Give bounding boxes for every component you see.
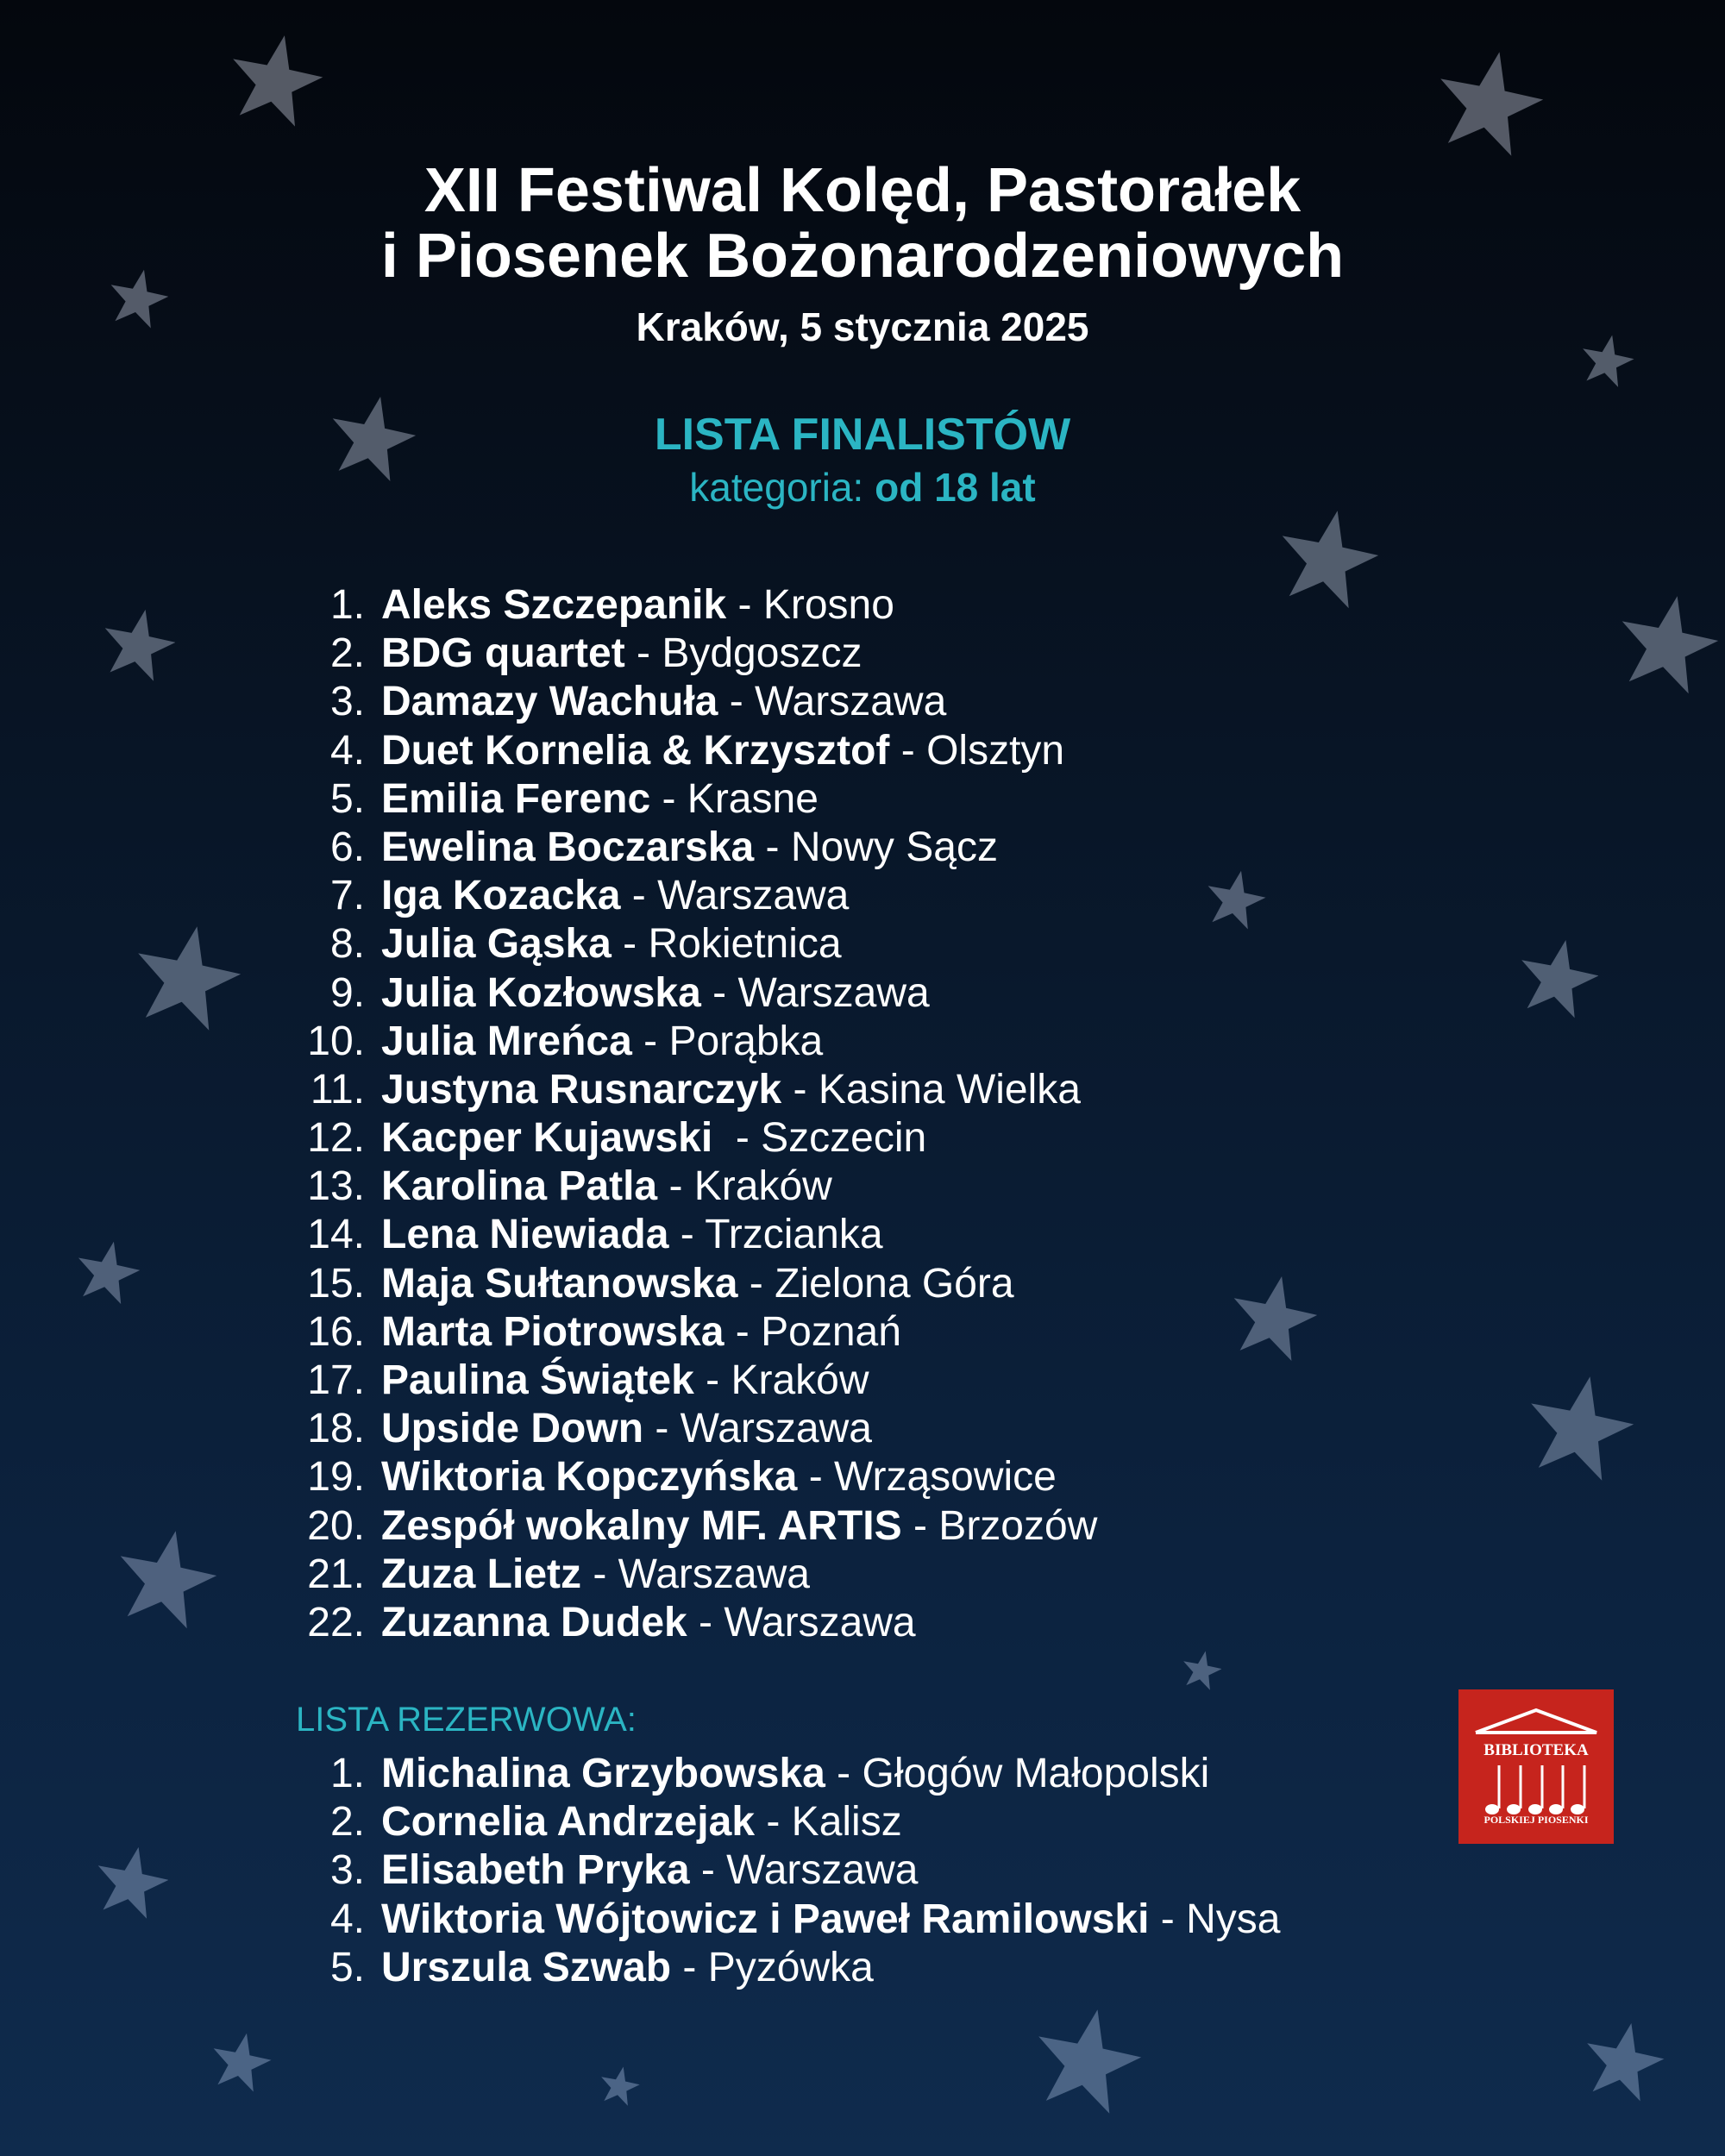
performer-name: Michalina Grzybowska <box>381 1751 825 1796</box>
item-text <box>381 1260 1014 1308</box>
performer-city: - Wrząsowice <box>797 1454 1057 1501</box>
item-text <box>381 1502 1097 1551</box>
star-icon <box>1032 2009 1142 2123</box>
list-item <box>0 1260 1725 1308</box>
performer-city: - Bydgoszcz <box>624 630 862 677</box>
finalists-list <box>0 581 1725 1647</box>
star-icon <box>1433 51 1544 166</box>
item-number: 20. <box>307 1502 365 1549</box>
item-text <box>381 1114 926 1163</box>
performer-city: - Kalisz <box>755 1799 902 1846</box>
performer-city: - Warszawa <box>643 1406 872 1452</box>
performer-name: Paulina Świątek <box>381 1357 694 1403</box>
performer-name: BDG quartet <box>381 630 625 677</box>
star-icon <box>1582 2022 1665 2109</box>
item-text <box>381 824 998 872</box>
item-number: 14. <box>307 1212 365 1258</box>
list-item <box>0 824 1725 872</box>
item-number: 2. <box>329 1799 365 1846</box>
list-item <box>0 1018 1725 1066</box>
item-number: 5. <box>329 775 365 822</box>
performer-name: Julia Kozłowska <box>381 969 701 1016</box>
performer-name: Wiktoria Wójtowicz i Paweł Ramilowski <box>381 1896 1150 1942</box>
item-text <box>381 1357 869 1405</box>
performer-name: Elisabeth Pryka <box>381 1847 690 1894</box>
item-text <box>381 1798 902 1846</box>
item-text <box>381 1211 883 1259</box>
item-text <box>381 1405 872 1453</box>
item-text <box>381 1066 1081 1114</box>
item-text <box>381 969 930 1018</box>
item-text <box>381 727 1064 775</box>
performer-city: - Trzcianka <box>668 1212 883 1258</box>
item-text <box>381 1750 1209 1798</box>
performer-name: Damazy Wachuła <box>381 679 718 725</box>
item-number: 19. <box>307 1454 365 1501</box>
item-number: 15. <box>307 1260 365 1307</box>
performer-city: - Warszawa <box>581 1551 810 1597</box>
item-text <box>381 1163 832 1211</box>
performer-name: Duet Kornelia & Krzysztof <box>381 727 890 774</box>
item-number: 13. <box>307 1163 365 1210</box>
biblioteka-polskiej-piosenki-logo <box>1458 1689 1614 1844</box>
item-number: 3. <box>329 679 365 725</box>
category-value: od 18 lat <box>875 465 1036 510</box>
logo-text-line2: POLSKIEJ PIOSENKI <box>1484 1814 1589 1826</box>
item-number: 4. <box>329 1896 365 1942</box>
performer-name: Julia Gąska <box>381 921 612 968</box>
performer-city: - Kraków <box>657 1163 832 1210</box>
list-item <box>0 678 1725 726</box>
item-text <box>381 1944 874 1992</box>
performer-city: - Warszawa <box>689 1847 919 1894</box>
item-number: 6. <box>329 824 365 870</box>
performer-city: - Zielona Góra <box>737 1260 1014 1307</box>
list-item <box>0 1599 1725 1647</box>
performer-name: Lena Niewiada <box>381 1212 669 1258</box>
list-item <box>0 1405 1725 1453</box>
list-item <box>0 872 1725 920</box>
performer-city: - Kasina Wielka <box>781 1066 1081 1112</box>
list-item <box>0 969 1725 1018</box>
list-item <box>0 1357 1725 1405</box>
item-text <box>381 1599 916 1647</box>
performer-city: - Szczecin <box>712 1115 927 1162</box>
performer-name: Zuza Lietz <box>381 1551 582 1597</box>
item-number: 22. <box>307 1599 365 1645</box>
list-item <box>0 1453 1725 1501</box>
item-text <box>381 1018 823 1066</box>
item-number: 7. <box>329 873 365 919</box>
list-item <box>0 775 1725 824</box>
star-icon <box>1181 1651 1222 1696</box>
performer-name: Zespół wokalny MF. ARTIS <box>381 1502 902 1549</box>
performer-name: Urszula Szwab <box>381 1944 672 1990</box>
performer-name: Upside Down <box>381 1406 644 1452</box>
finalists-heading: LISTA FINALISTÓW <box>654 410 1071 460</box>
performer-city: - Krasne <box>650 775 819 822</box>
item-text <box>381 630 862 678</box>
list-item <box>0 1211 1725 1259</box>
list-item <box>0 1896 1725 1944</box>
performer-city: - Brzozów <box>901 1502 1098 1549</box>
performer-name: Cornelia Andrzejak <box>381 1799 756 1846</box>
category-prefix: kategoria: <box>689 465 875 510</box>
item-text <box>381 1308 901 1357</box>
performer-city: - Rokietnica <box>611 921 842 968</box>
performer-name: Zuzanna Dudek <box>381 1599 687 1645</box>
item-text <box>381 1896 1280 1944</box>
festival-date-location: Kraków, 5 stycznia 2025 <box>636 304 1089 349</box>
performer-city: - Warszawa <box>620 873 850 919</box>
item-number: 12. <box>307 1115 365 1162</box>
star-icon <box>210 2033 272 2099</box>
star-icon <box>599 2066 640 2112</box>
item-text <box>381 581 894 630</box>
item-text <box>381 1551 810 1599</box>
list-item <box>0 1846 1725 1895</box>
item-number: 9. <box>329 969 365 1016</box>
list-item <box>0 1551 1725 1599</box>
logo-text-line1: BIBLIOTEKA <box>1484 1741 1589 1759</box>
item-text <box>381 1846 918 1895</box>
list-item <box>0 630 1725 678</box>
festival-title-line1: XII Festiwal Kolęd, Pastorałek <box>423 156 1302 225</box>
star-icon <box>227 34 323 135</box>
category-label <box>0 464 1725 511</box>
item-number: 8. <box>329 921 365 968</box>
list-item <box>0 1944 1725 1992</box>
performer-city: - Porąbka <box>631 1018 824 1064</box>
performer-name: Maja Sułtanowska <box>381 1260 738 1307</box>
item-number: 1. <box>329 1751 365 1796</box>
performer-city: - Poznań <box>724 1308 901 1355</box>
item-text <box>381 678 946 726</box>
item-number: 21. <box>307 1551 365 1597</box>
list-item <box>0 920 1725 968</box>
performer-name: Ewelina Boczarska <box>381 824 755 870</box>
performer-name: Wiktoria Kopczyńska <box>381 1454 798 1501</box>
item-text <box>381 872 849 920</box>
performer-city: - Warszawa <box>718 679 947 725</box>
item-number: 10. <box>307 1018 365 1064</box>
performer-name: Emilia Ferenc <box>381 775 651 822</box>
item-number: 5. <box>329 1944 365 1990</box>
festival-title-line2: i Piosenek Bożonarodzeniowych <box>380 222 1345 291</box>
list-item <box>0 727 1725 775</box>
item-text <box>381 1453 1057 1501</box>
performer-name: Aleks Szczepanik <box>381 582 727 628</box>
performer-city: - Krosno <box>726 582 894 628</box>
item-number: 16. <box>307 1308 365 1355</box>
performer-name: Justyna Rusnarczyk <box>381 1066 782 1112</box>
list-item <box>0 1163 1725 1211</box>
item-number: 4. <box>329 727 365 774</box>
performer-name: Iga Kozacka <box>381 873 621 919</box>
list-item <box>0 1308 1725 1357</box>
item-text <box>381 920 842 968</box>
performer-name: Karolina Patla <box>381 1163 658 1210</box>
performer-city: - Warszawa <box>687 1599 916 1645</box>
performer-city: - Kraków <box>693 1357 869 1403</box>
performer-city: - Pyzówka <box>671 1944 874 1990</box>
item-number: 3. <box>329 1847 365 1894</box>
performer-name: Julia Mreńca <box>381 1018 632 1064</box>
performer-city: - Nowy Sącz <box>754 824 998 870</box>
item-number: 1. <box>329 582 365 628</box>
performer-city: - Nysa <box>1149 1896 1281 1942</box>
reserve-list-heading: LISTA REZERWOWA: <box>296 1701 637 1739</box>
performer-name: Marta Piotrowska <box>381 1308 724 1355</box>
item-number: 17. <box>307 1357 365 1403</box>
item-text <box>381 775 819 824</box>
performer-city: - Olsztyn <box>889 727 1065 774</box>
performer-city: - Warszawa <box>700 969 930 1016</box>
list-item <box>0 1066 1725 1114</box>
list-item <box>0 581 1725 630</box>
item-number: 11. <box>310 1066 365 1112</box>
item-number: 18. <box>307 1406 365 1452</box>
list-item <box>0 1502 1725 1551</box>
list-item <box>0 1114 1725 1163</box>
item-number: 2. <box>329 630 365 677</box>
performer-name: Kacper Kujawski <box>381 1115 713 1162</box>
performer-city: - Głogów Małopolski <box>825 1751 1210 1796</box>
